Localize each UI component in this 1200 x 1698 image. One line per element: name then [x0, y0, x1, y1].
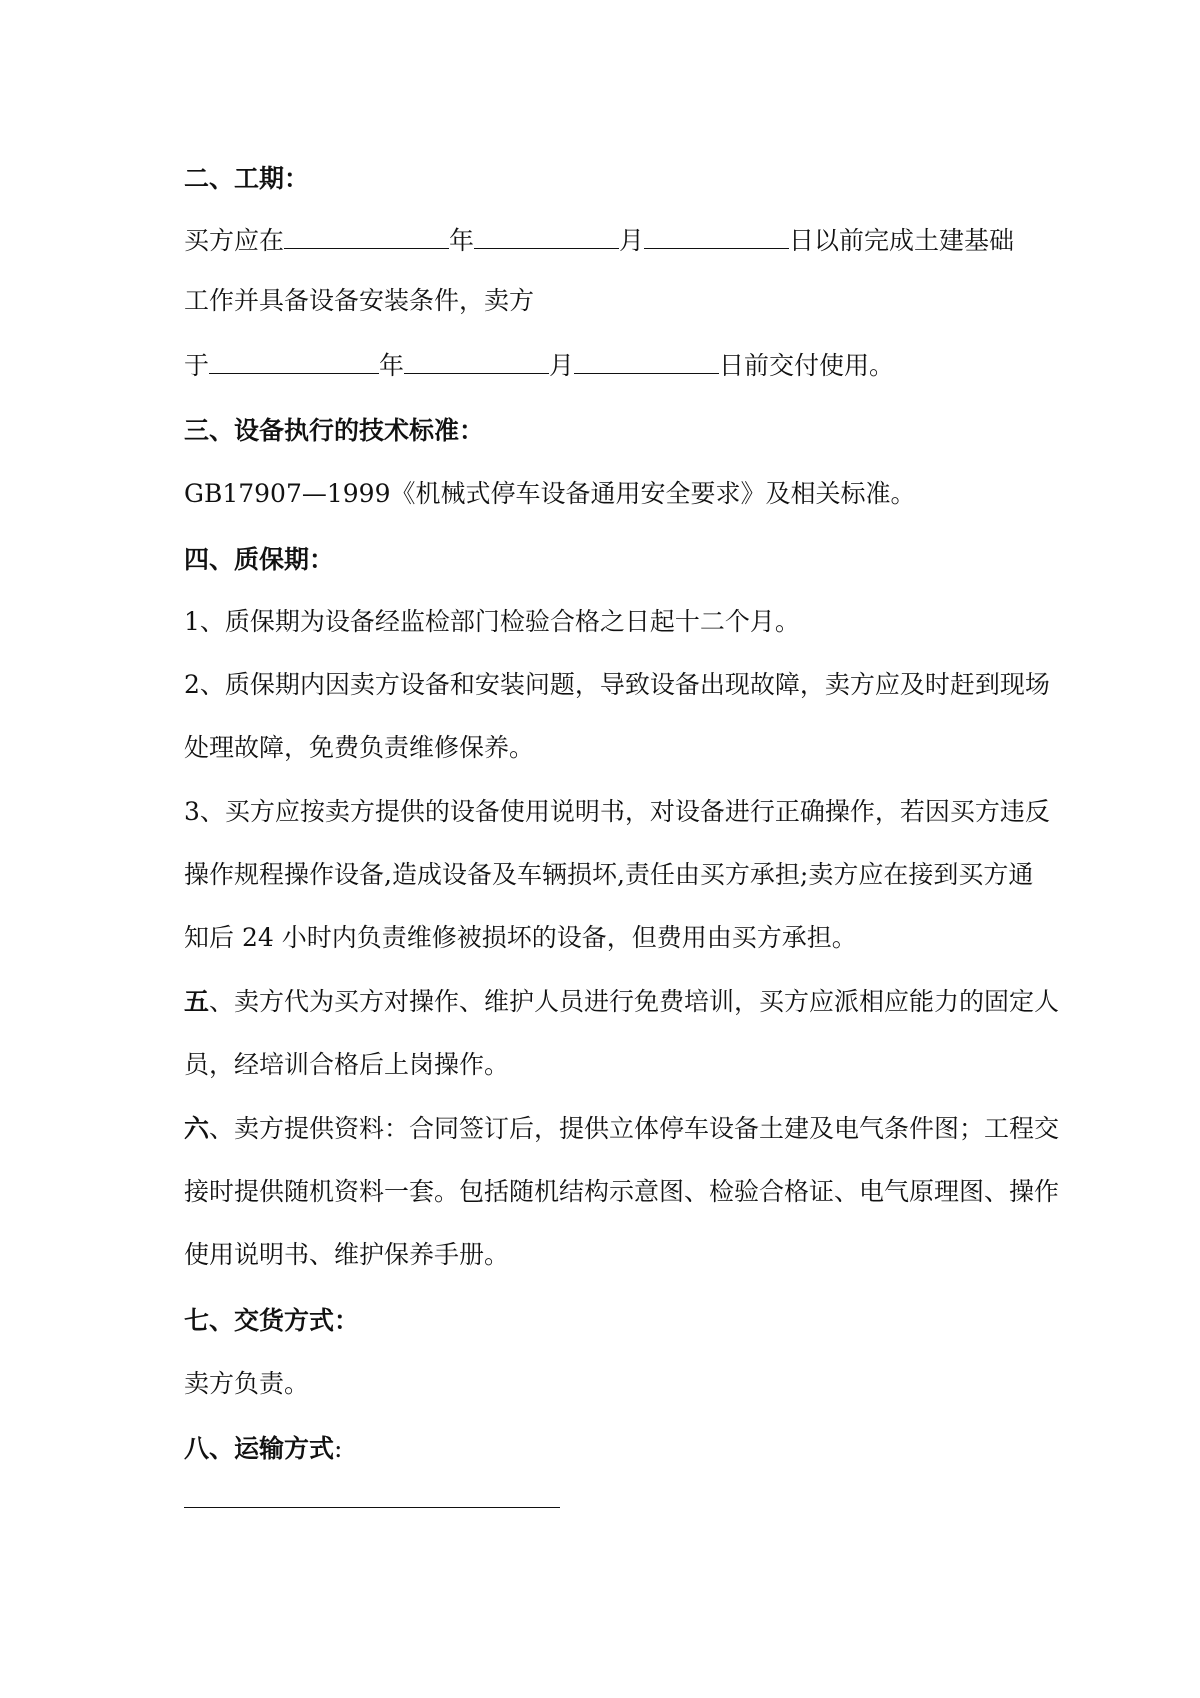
section-7-heading: [184, 1304, 1034, 1338]
text-segment: 月: [549, 351, 575, 380]
text-segment: 使用说明书、维护保养手册。: [184, 1240, 510, 1269]
section-4-item-2-line-2: [184, 731, 1034, 765]
text-segment: 年: [449, 226, 475, 255]
section-5-line-1: [184, 985, 1060, 1019]
year-blank: [284, 222, 449, 249]
text-segment: 、卖方代为买方对操作、维护人员进行免费培训，买方应派相应能力的固定人: [209, 987, 1060, 1016]
section-4-item-2-line-1: [184, 668, 1050, 702]
text-segment: GB17907—1999《机械式停车设备通用安全要求》及相关标准。: [184, 479, 916, 508]
text-segment: 工作并具备设备安装条件，卖方: [184, 286, 535, 315]
section-4-title: 四、质保期：: [184, 545, 335, 574]
section-3-body: [184, 477, 1034, 511]
section-3-title: 三、设备执行的技术标准：: [184, 416, 485, 445]
section-7-body: [184, 1367, 1034, 1401]
section-2-line-3: [184, 347, 1034, 383]
month-blank: [404, 347, 549, 374]
text-segment: 日前交付使用。: [719, 351, 895, 380]
section-3-heading: [184, 414, 1034, 448]
text-segment: 操作规程操作设备,造成设备及车辆损坏,责任由买方承担;卖方应在接到买方通: [184, 860, 1034, 889]
section-4-item-3-line-1: [184, 795, 1050, 829]
section-6-line-2: [184, 1175, 1060, 1209]
section-5-number: 五: [184, 987, 210, 1016]
text-segment: 于: [184, 351, 210, 380]
text-segment: 1、质保期为设备经监检部门检验合格之日起十二个月。: [184, 607, 800, 636]
text-segment: 卖方负责。: [184, 1369, 310, 1398]
section-8-title: 八、运输方式: [184, 1434, 335, 1463]
text-segment: 接时提供随机资料一套。包括随机结构示意图、检验合格证、电气原理图、操作: [184, 1177, 1060, 1206]
text-segment: 3、买方应按卖方提供的设备使用说明书，对设备进行正确操作，若因买方违反: [184, 797, 1050, 826]
text-segment: 2、质保期内因卖方设备和安装问题，导致设备出现故障，卖方应及时赶到现场: [184, 670, 1050, 699]
text-segment: 买方应在: [184, 226, 285, 255]
section-5-line-2: [184, 1048, 1034, 1082]
text-segment: 月: [619, 226, 645, 255]
day-blank: [574, 347, 719, 374]
year-blank: [209, 347, 379, 374]
section-4-item-3-line-3: [184, 921, 1034, 955]
section-2-title: 二、工期：: [184, 164, 310, 193]
text-segment: 员，经培训合格后上岗操作。: [184, 1050, 510, 1079]
text-segment: 知后 24 小时内负责维修被损坏的设备，但费用由买方承担。: [184, 923, 857, 952]
section-6-line-3: [184, 1238, 1034, 1272]
month-blank: [474, 222, 619, 249]
day-blank: [644, 222, 789, 249]
text-segment: :: [334, 1434, 343, 1463]
text-segment: 处理故障，免费负责维修保养。: [184, 733, 535, 762]
section-2-line-1: [184, 222, 1034, 258]
section-7-title: 七、交货方式：: [184, 1306, 360, 1335]
section-6-number: 六: [184, 1114, 210, 1143]
section-4-heading: [184, 543, 1034, 577]
section-2-heading: [184, 162, 1034, 196]
text-segment: 日以前完成土建基础: [789, 226, 1015, 255]
section-8-heading: [184, 1432, 1034, 1466]
section-4-item-3-line-2: [184, 858, 1034, 892]
section-4-item-1: [184, 605, 1034, 639]
text-segment: 、卖方提供资料：合同签订后，提供立体停车设备土建及电气条件图；工程交: [209, 1114, 1060, 1143]
section-6-line-1: [184, 1112, 1060, 1146]
transport-method-blank: [184, 1507, 560, 1508]
text-segment: 年: [379, 351, 405, 380]
section-2-line-2: [184, 284, 1034, 318]
